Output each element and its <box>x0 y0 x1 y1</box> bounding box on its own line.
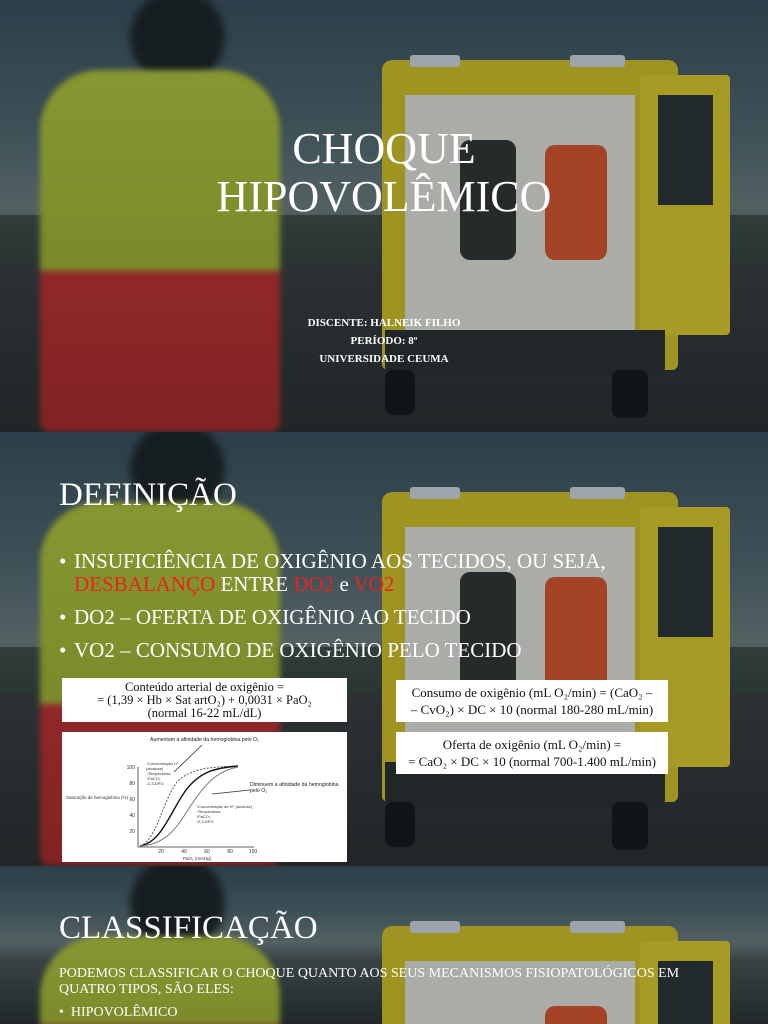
y-tick-label: 60 <box>129 797 135 803</box>
svg-text:(alcalose): (alcalose) <box>146 766 164 771</box>
y-tick-labels <box>127 765 136 835</box>
svg-text:↑2,3-DPG: ↑2,3-DPG <box>196 819 214 824</box>
arrow <box>212 790 250 794</box>
list-item: • DO2 – OFERTA DE OXIGÊNIO AO TECIDO <box>59 605 471 629</box>
left-shift-factors <box>146 761 179 786</box>
right-shift-factors <box>196 804 253 824</box>
presentation-title <box>0 125 768 221</box>
credits <box>0 314 768 368</box>
arrow <box>174 745 202 772</box>
oxygen-consumption-formula: Consumo de oxigênio (mL O₂/min) = (CaO₂ – – CvO₂) × DC × 10 (normal 180-280 mL/min) <box>396 680 668 722</box>
y-tick-label: 20 <box>129 829 135 835</box>
x-tick-label: 60 <box>204 849 210 855</box>
x-tick-label: 20 <box>158 849 164 855</box>
x-tick-labels <box>158 849 257 855</box>
bullet-list <box>59 550 606 672</box>
list-item: • VO2 – CONSUMO DE OXIGÊNIO PELO TECIDO <box>59 638 522 662</box>
y-tick-label: 80 <box>129 781 135 787</box>
svg-text:↑Concentração de H⁺ (acidose): ↑Concentração de H⁺ (acidose) <box>196 804 253 809</box>
svg-text:↓Temperatura: ↓Temperatura <box>146 771 171 776</box>
y-axis-label: Saturação de hemoglobina (%) <box>66 795 129 800</box>
label-decrease-affinity: Diminuem a afinidade da hemoglobina pelo O₂ <box>250 782 339 794</box>
svg-text:↑Temperatura: ↑Temperatura <box>196 809 221 814</box>
slide-definition <box>0 432 768 866</box>
svg-text:↑PaCO₂: ↑PaCO₂ <box>196 814 211 819</box>
label-increase-affinity: Aumentam a afinidade da hemoglobina pelo O₂ <box>150 737 260 743</box>
svg-text:↓Concentração H⁺: ↓Concentração H⁺ <box>146 761 180 766</box>
intro-text: PODEMOS CLASSIFICAR O CHOQUE QUANTO AOS SEUS MECANISMOS FISIOPATOLÓGICOS EM QUATRO TIPOS, SÃO ELES: <box>59 966 680 997</box>
y-tick-label: 40 <box>129 813 135 819</box>
svg-text:↓PaCO₂: ↓PaCO₂ <box>146 776 161 781</box>
slide-title <box>0 0 768 432</box>
x-tick-label: 100 <box>248 849 258 855</box>
period: PERÍODO: 8º <box>350 335 418 347</box>
slide-heading: DEFINIÇÃO <box>59 477 237 513</box>
slide-heading: CLASSIFICAÇÃO <box>59 910 318 946</box>
arterial-oxygen-formula: Conteúdo arterial de oxigênio = = (1,39 × Hb × Sat artO₂) + 0,0031 × PaO₂ (normal 16-22 mL/dL) <box>62 678 347 722</box>
student-name: DISCENTE: HALNEIK FILHO <box>307 317 461 329</box>
curve-figure <box>62 732 347 862</box>
x-tick-label: 40 <box>181 849 187 855</box>
list-item: • INSUFICIÊNCIA DE OXIGÊNIO AOS TECIDOS, OU SEJA, DESBALANÇO ENTRE DO2 e VO2 <box>59 549 606 596</box>
oxyhemoglobin-dissociation-curve <box>62 732 347 862</box>
title-line: HIPOVOLÊMICO <box>216 172 552 221</box>
oxygen-delivery-formula: Oferta de oxigênio (mL O₂/min) = = CaO₂ × DC × 10 (normal 700-1.400 mL/min) <box>396 732 668 774</box>
list-item: • HIPOVOLÊMICO <box>59 1005 178 1020</box>
x-axis-label: PaO₂ (mmHg) <box>182 856 212 861</box>
y-tick-label: 100 <box>126 765 135 771</box>
slide-classification <box>0 866 768 1024</box>
svg-text:↓2,3-DPG: ↓2,3-DPG <box>146 781 164 786</box>
x-tick-label: 80 <box>227 849 233 855</box>
university: UNIVERSIDADE CEUMA <box>319 353 449 365</box>
title-line: CHOQUE <box>292 124 476 173</box>
